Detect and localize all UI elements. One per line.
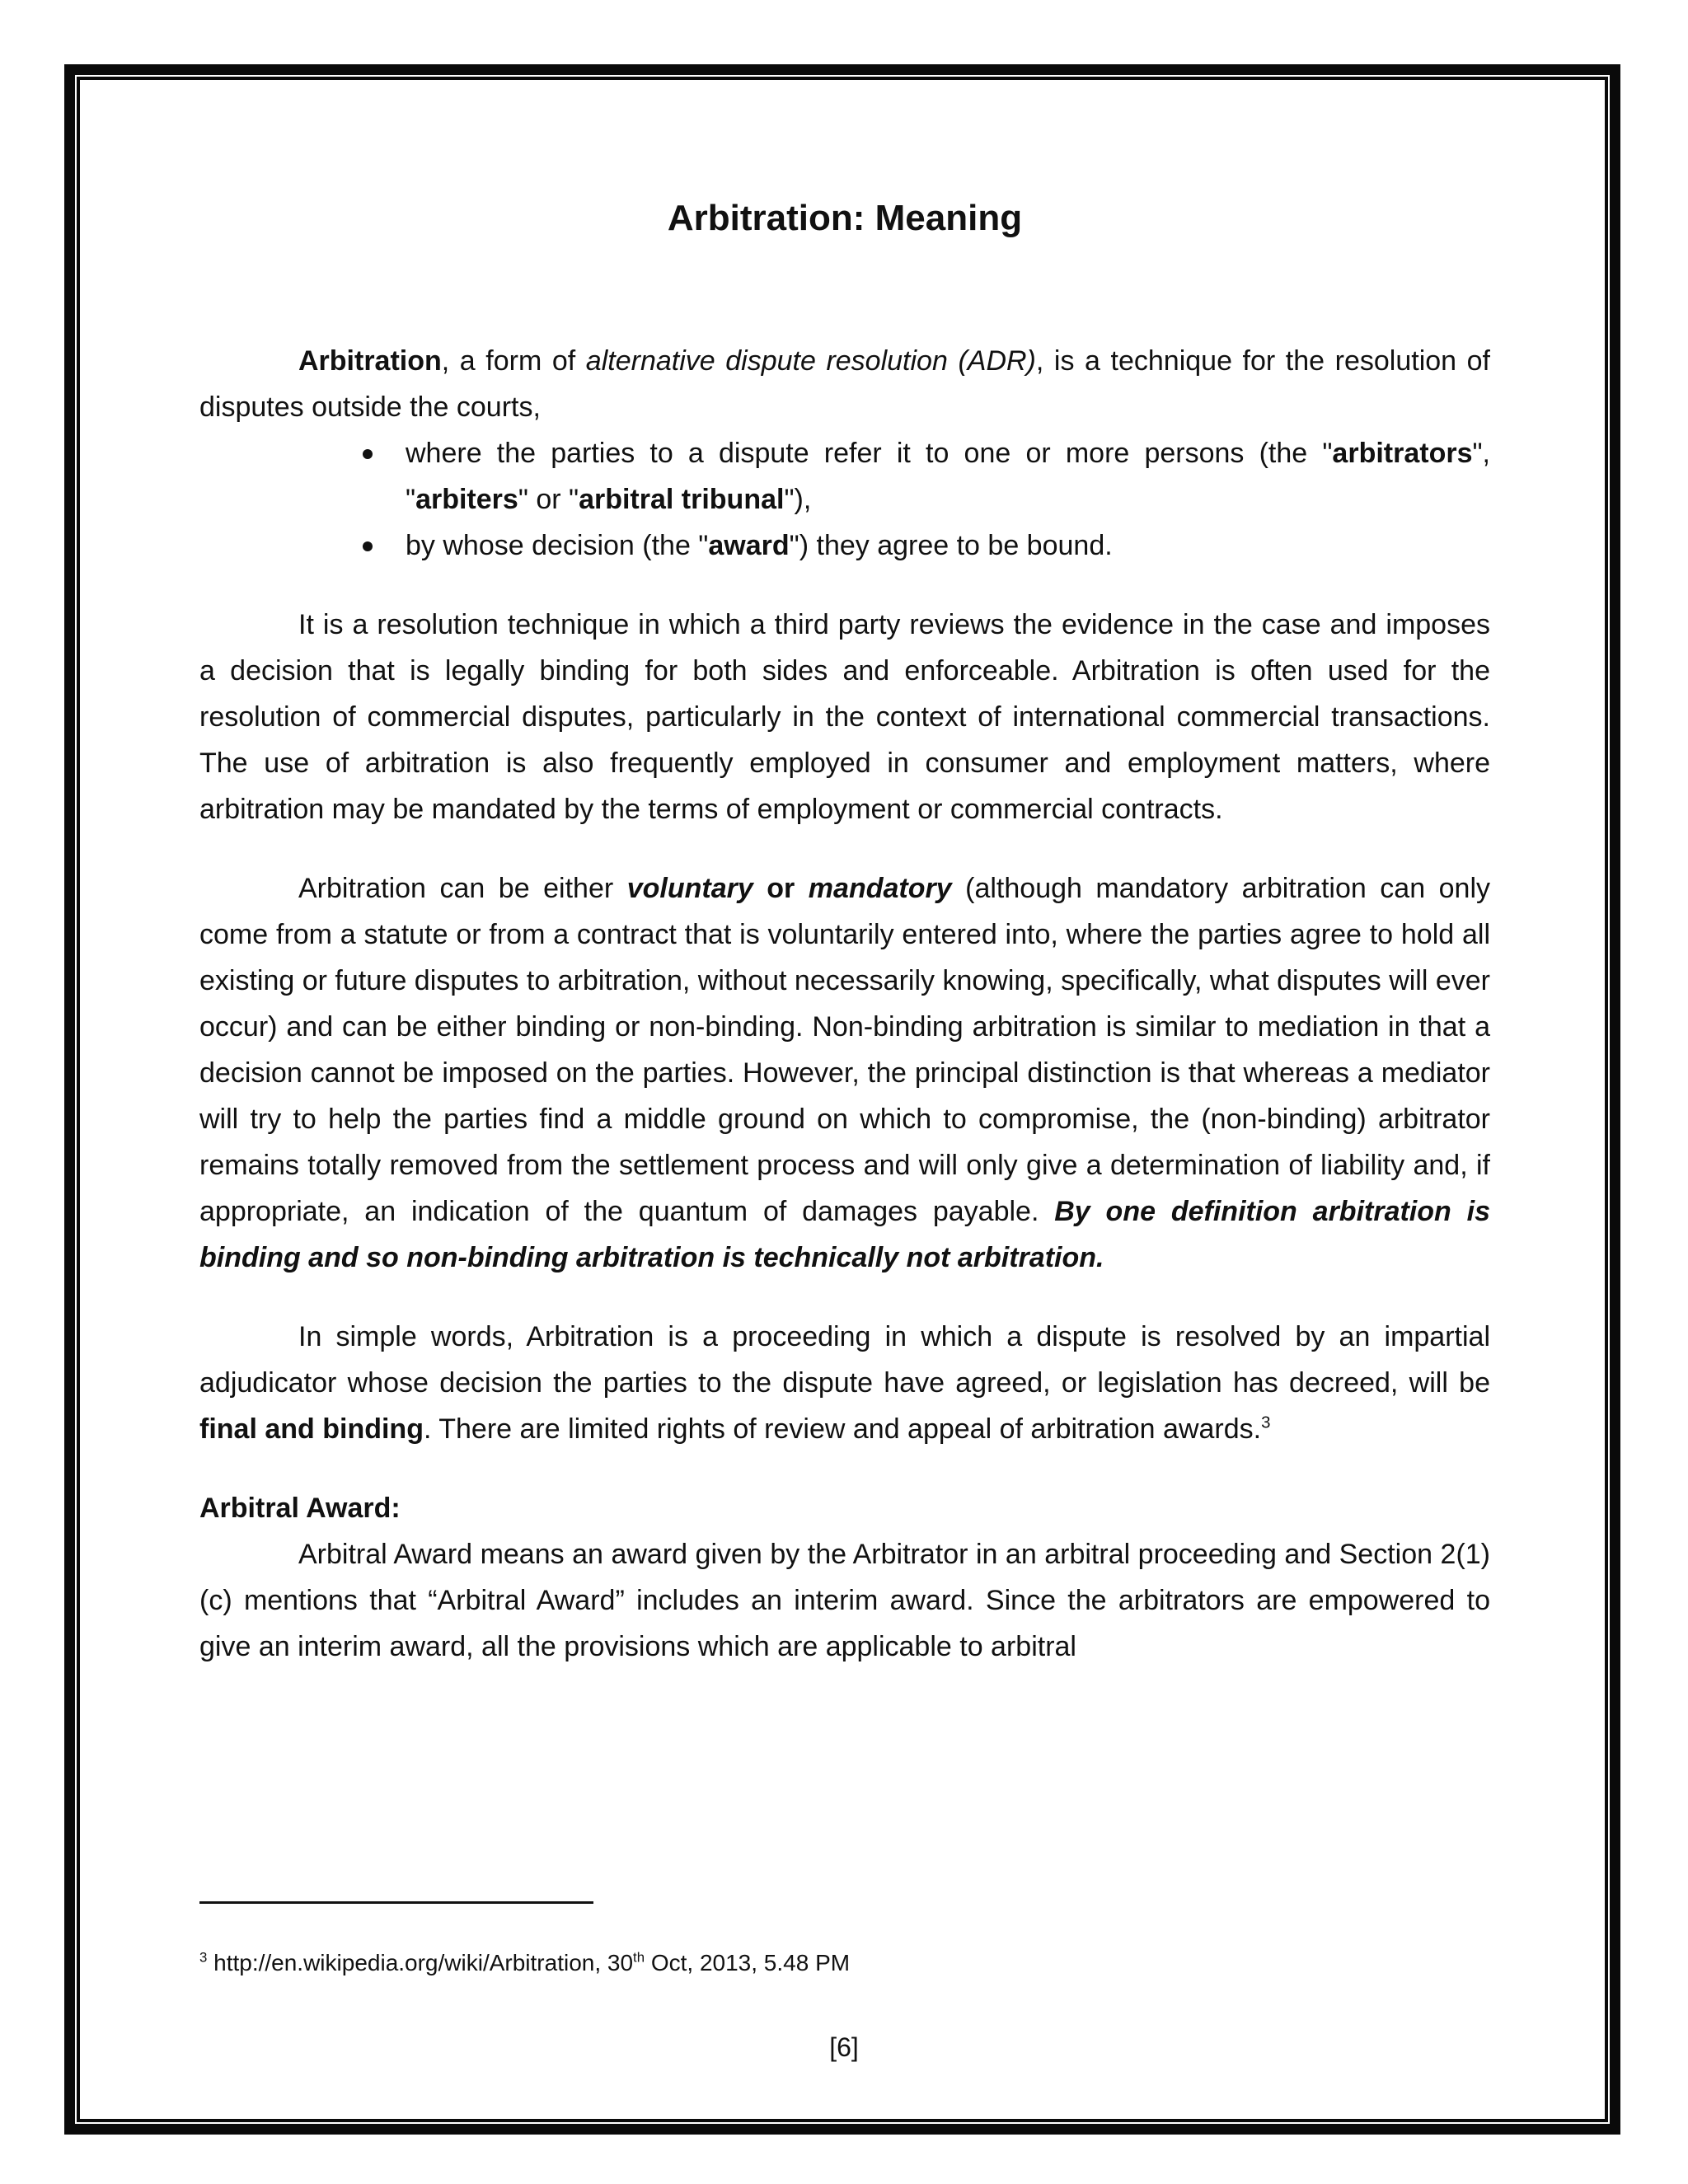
bullet-item-parties: where the parties to a dispute refer it to one or more persons (the "arbitrators", "arbiters" or "arbitral tribunal"), [406, 430, 1490, 523]
page-title: Arbitration: Meaning [667, 198, 1023, 238]
adr-term: alternative dispute resolution (ADR) [585, 345, 1036, 377]
paragraph-simple-words: In simple words, Arbitration is a proceeding in which a dispute is resolved by an impartial adjudicator whose decision the parties to the dispute have agreed, or legislation has decreed, will be final and binding. There are limited rights of review and appeal of arbitration awards.$^3$ [199, 1321, 1490, 1445]
footnote-separator [199, 1901, 593, 1904]
section-heading-arbitral-award: Arbitral Award: [199, 1493, 401, 1524]
emphasis-definition: By one definition arbitration is binding and so non-binding arbitration is technically not arbitration. [199, 1196, 1490, 1273]
page-number: [6] [829, 2032, 859, 2062]
paragraph-resolution-technique: It is a resolution technique in which a third party reviews the evidence in the case and imposes a decision that is legally binding for both sides and enforceable. Arbitration is often used for the resolution of commercial disputes, particularly in the context of international commercial transactions. The use of arbitration is also frequently employed in consumer and employment matters, where arbitration may be mandated by the terms of employment or commercial contracts. [199, 609, 1490, 825]
bullet-item-award: by whose decision (the "award") they agree to be bound. [406, 523, 1490, 569]
term-arbitration: Arbitration [298, 345, 442, 377]
definition-bullets [199, 430, 1490, 569]
paragraph-arbitral-award: Arbitral Award means an award given by the Arbitrator in an arbitral proceeding and Section 2(1)(c) mentions that “Arbitral Award” includes an interim award. Since the arbitrators are empowered to give an interim award, all the provisions which are applicable to arbitral [199, 1539, 1490, 1662]
page-content [199, 198, 1490, 1670]
footnote-reference: 3 [1261, 1413, 1271, 1432]
intro-paragraph: Arbitration, a form of alternative dispute resolution (ADR), is a technique for the resolution of disputes outside the courts, [199, 345, 1490, 423]
paragraph-voluntary-mandatory: Arbitration can be either voluntary or mandatory (although mandatory arbitration can only come from a statute or from a contract that is voluntarily entered into, where the parties agree to hold all existing or future disputes to arbitration, without necessarily knowing, specifically, what disputes will ever occur) and can be either binding or non-binding. Non-binding arbitration is similar to mediation in that a decision cannot be imposed on the parties. However, the principal distinction is that whereas a mediator will try to help the parties find a middle ground on which to compromise, the (non-binding) arbitrator remains totally removed from the settlement process and will only give a determination of liability and, if appropriate, an indication of the quantum of damages payable. By one definition arbitration is binding and so non-binding arbitration is technically not arbitration. [199, 873, 1490, 1273]
footnote: $^3$ http://en.wikipedia.org/wiki/Arbitration, 30th Oct, 2013, 5.48 PM [199, 1949, 851, 1975]
